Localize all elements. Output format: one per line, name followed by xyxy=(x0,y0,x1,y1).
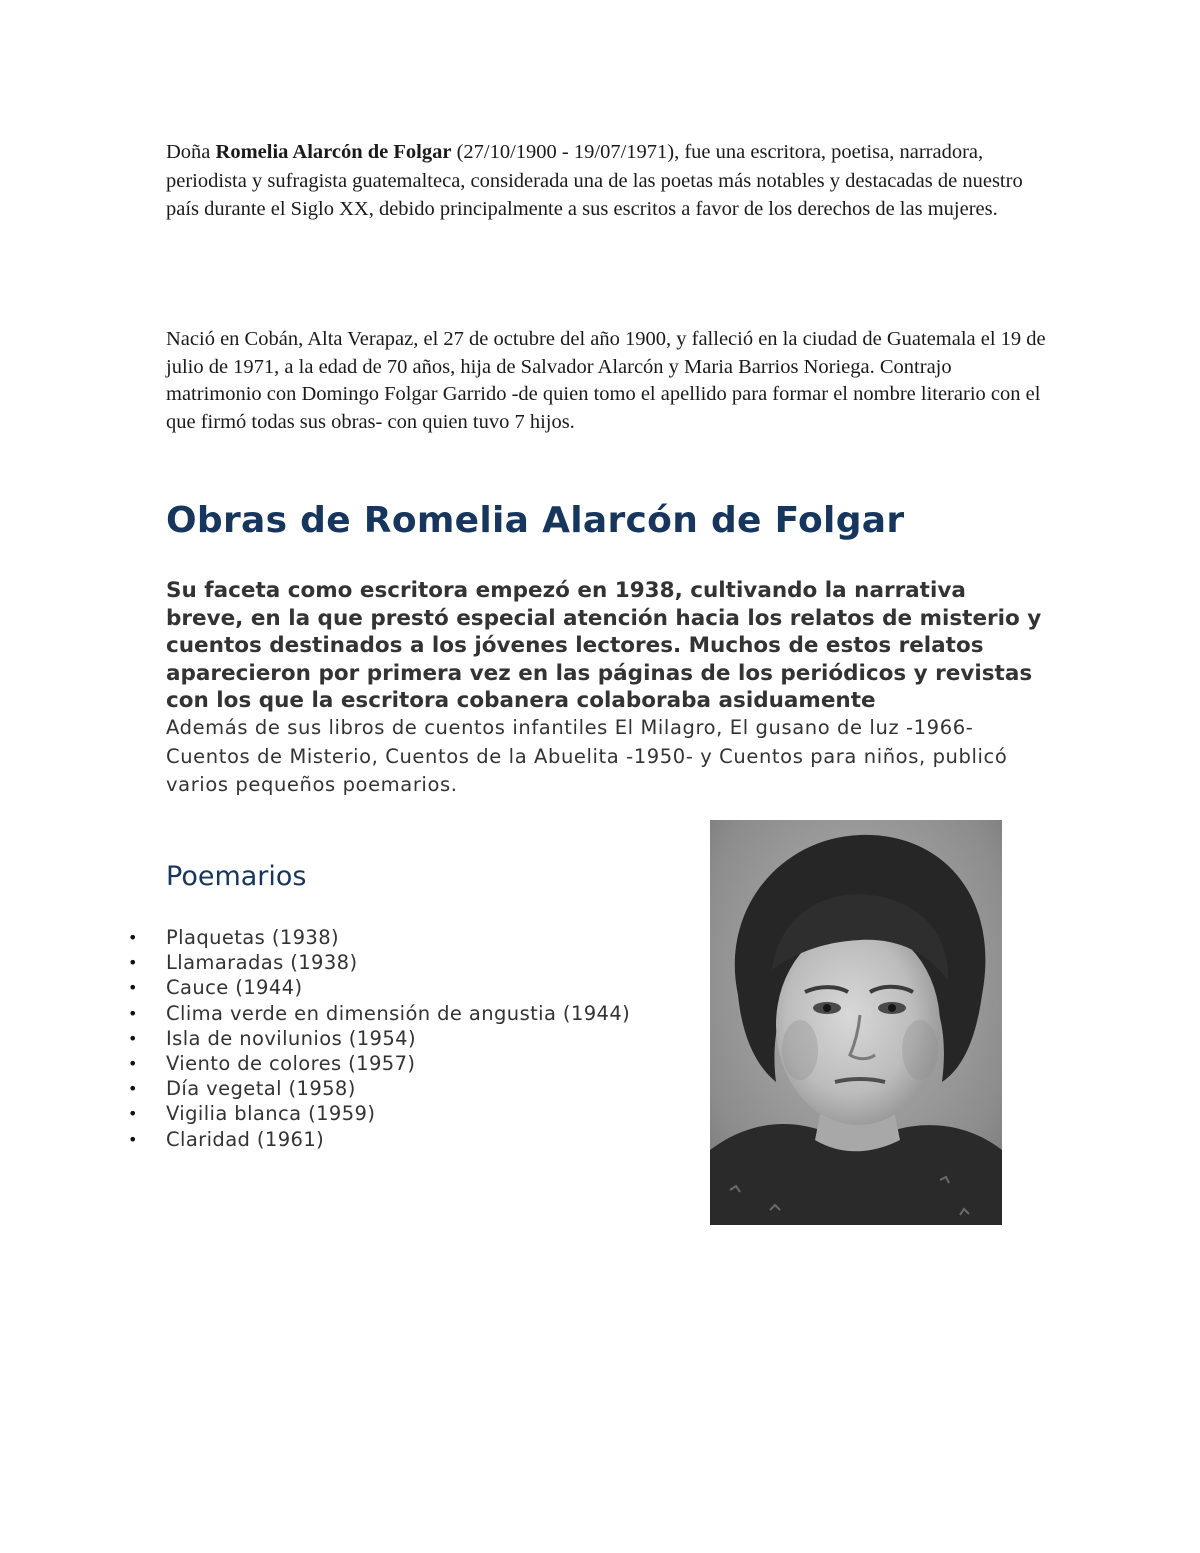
bullet-icon: • xyxy=(128,978,138,998)
poetry-collection-item xyxy=(128,1051,630,1076)
poetry-collection-item xyxy=(128,1127,630,1152)
poetry-collection-item xyxy=(128,950,630,975)
poetry-collection-title: Llamaradas (1938) xyxy=(166,951,358,975)
bullet-icon: • xyxy=(128,1104,138,1124)
poetry-collection-item xyxy=(128,1101,630,1126)
poetry-collection-title: Vigilia blanca (1959) xyxy=(166,1102,376,1126)
poetry-collections-list xyxy=(128,925,631,1152)
poetry-collection-title: Clima verde en dimensión de angustia (1944) xyxy=(166,1001,631,1025)
poetry-collection-item xyxy=(128,1001,631,1026)
intro-prefix: Doña xyxy=(166,141,216,163)
childrens-books-paragraph: Además de sus libros de cuentos infantiles El Milagro, El gusano de luz -1966- Cuentos de Misterio, Cuentos de la Abuelita -1950- y Cuentos para niños, publicó varios pequeños poemarios. xyxy=(166,716,1008,796)
bullet-icon: • xyxy=(128,1079,138,1099)
bullet-icon: • xyxy=(128,953,138,973)
author-portrait-image xyxy=(710,820,1002,1225)
poetry-collection-title: Isla de novilunios (1954) xyxy=(166,1026,416,1050)
bullet-icon: • xyxy=(128,1129,138,1149)
bullet-icon: • xyxy=(128,1028,138,1048)
poetry-collection-title: Viento de colores (1957) xyxy=(166,1052,416,1076)
poetry-collection-item xyxy=(128,925,630,950)
writer-career-paragraph: Su faceta como escritora empezó en 1938, cultivando la narrativa breve, en la que prestó especial atención hacia los relatos de misterio y cuentos destinados a los jóvenes lectores. Muchos de estos relatos aparecieron por primera vez en las páginas de los periódicos y revistas con los que la escritora cobanera colaboraba asiduamente xyxy=(166,578,1042,713)
works-heading: Obras de Romelia Alarcón de Folgar xyxy=(166,500,905,541)
author-portrait-photo xyxy=(710,820,1002,1225)
poetry-collection-title: Día vegetal (1958) xyxy=(166,1077,356,1101)
poetry-collection-title: Claridad (1961) xyxy=(166,1127,325,1151)
intro-paragraph xyxy=(166,138,1046,224)
poetry-collections-heading: Poemarios xyxy=(166,861,307,892)
biography-paragraph: Nació en Cobán, Alta Verapaz, el 27 de octubre del año 1900, y falleció en la ciudad de Guatemala el 19 de julio de 1971, a la edad de 70 años, hija de Salvador Alarcón y Maria Barrios Noriega. Contrajo matrimonio con Domingo Folgar Garrido -de quien tomo el apellido para formar el nombre literario con el que firmó todas sus obras- con quien tuvo 7 hijos. xyxy=(166,328,1046,433)
bullet-icon: • xyxy=(128,1054,138,1074)
poetry-collection-title: Plaquetas (1938) xyxy=(166,926,340,949)
intro-author-name: Romelia Alarcón de Folgar xyxy=(215,141,452,163)
poetry-collection-item xyxy=(128,1026,630,1051)
bullet-icon: • xyxy=(128,928,138,947)
poetry-collection-item xyxy=(128,1076,630,1101)
poetry-collection-title: Cauce (1944) xyxy=(166,976,303,1000)
intro-text: (27/10/1900 - 19/07/1971), fue una escritora, poetisa, narradora, periodista y sufragista guatemalteca, considerada una de las poetas más notables y destacadas de nuestro país durante el Siglo XX, debido principalmente a sus escritos a favor de los derechos de las mujeres. xyxy=(166,141,1023,220)
bullet-icon: • xyxy=(128,1003,138,1023)
poetry-collection-item xyxy=(128,975,630,1000)
